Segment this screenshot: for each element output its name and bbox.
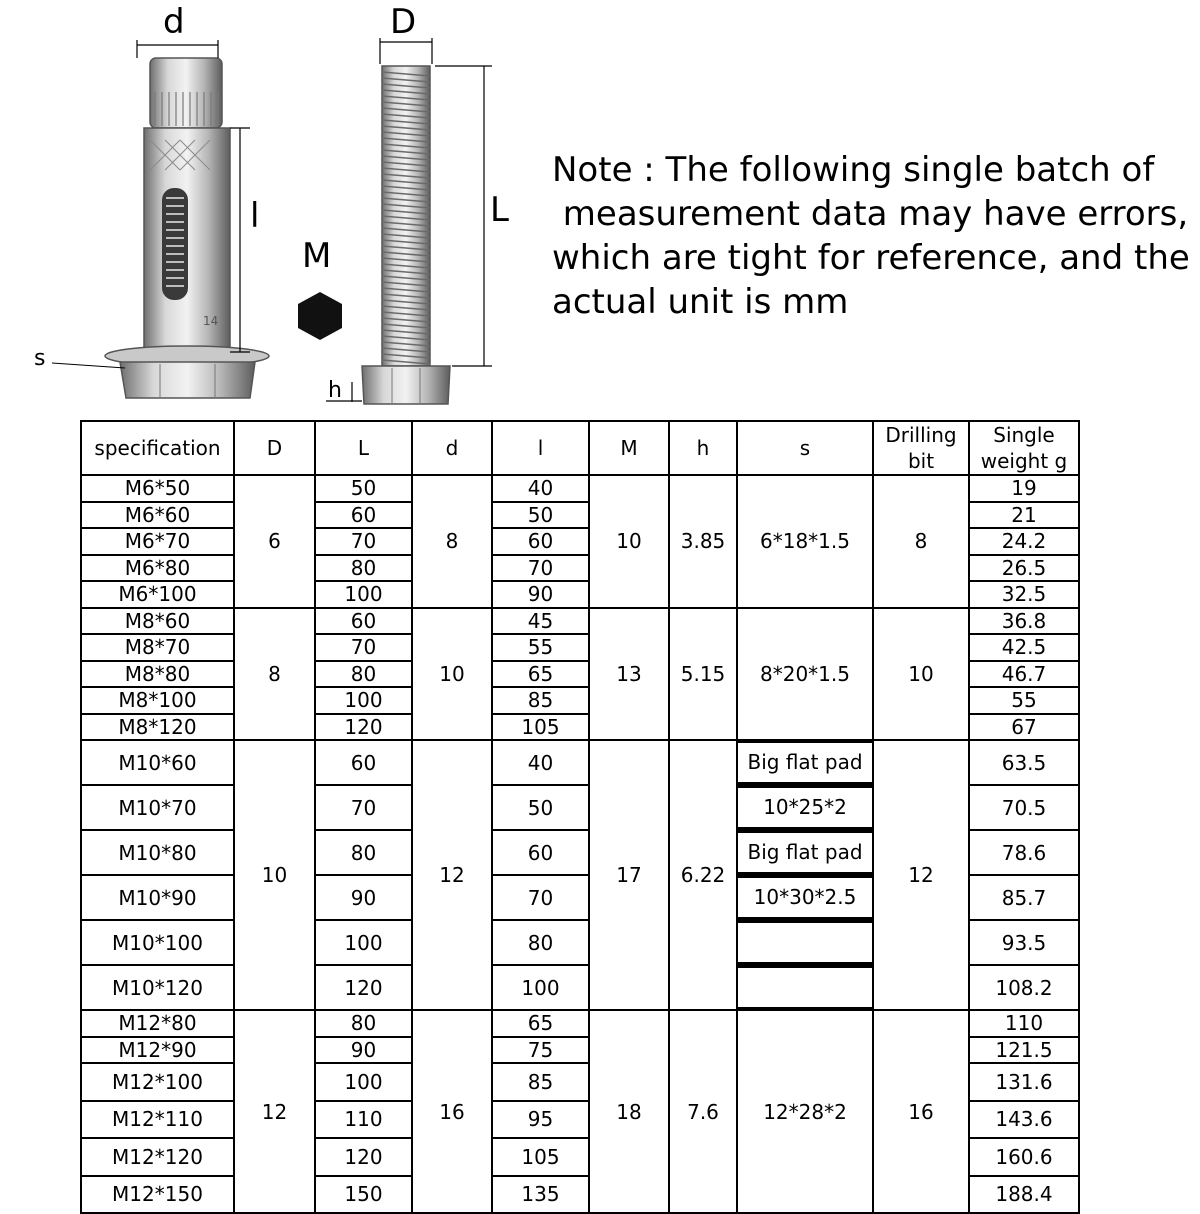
s-cell: 8*20*1.5 xyxy=(737,608,873,741)
sleeve-anchor xyxy=(105,58,269,398)
L-cell: 60 xyxy=(315,502,412,529)
header-row xyxy=(81,421,1079,475)
weight-cell: 21 xyxy=(969,502,1079,529)
s-value: 10*25*2 xyxy=(737,786,873,829)
s-value: 10*30*2.5 xyxy=(737,876,873,919)
spec-cell: M8*80 xyxy=(81,661,234,688)
M-cell: 18 xyxy=(589,1010,669,1213)
weight-cell: 160.6 xyxy=(969,1138,1079,1176)
l-label: l xyxy=(250,196,260,236)
h-cell: 5.15 xyxy=(669,608,737,741)
header-drilling-line2: bit xyxy=(907,449,935,473)
l-cell: 95 xyxy=(492,1101,589,1139)
header-L: L xyxy=(315,421,412,475)
weight-cell: 131.6 xyxy=(969,1063,1079,1101)
l-cell: 40 xyxy=(492,475,589,502)
D-cell: 8 xyxy=(234,608,315,741)
note-line: Note : The following single batch of xyxy=(552,150,1155,190)
note-line: measurement data may have errors, xyxy=(552,194,1189,234)
l-cell: 40 xyxy=(492,740,589,785)
h-cell: 7.6 xyxy=(669,1010,737,1213)
spec-cell: M6*50 xyxy=(81,475,234,502)
weight-cell: 78.6 xyxy=(969,830,1079,875)
d-cell: 8 xyxy=(412,475,492,608)
l-cell: 135 xyxy=(492,1176,589,1214)
M-cell: 10 xyxy=(589,475,669,608)
spec-cell: M10*70 xyxy=(81,785,234,830)
weight-cell: 26.5 xyxy=(969,555,1079,582)
spec-cell: M10*90 xyxy=(81,875,234,920)
D-label: D xyxy=(390,2,417,42)
l-cell: 65 xyxy=(492,1010,589,1037)
weight-cell: 63.5 xyxy=(969,740,1079,785)
l-cell: 50 xyxy=(492,785,589,830)
L-cell: 120 xyxy=(315,1138,412,1176)
spec-cell: M12*120 xyxy=(81,1138,234,1176)
h-cell: 6.22 xyxy=(669,740,737,1010)
D-cell: 6 xyxy=(234,475,315,608)
h-label: h xyxy=(328,378,342,403)
header-specification: specification xyxy=(81,421,234,475)
weight-cell: 55 xyxy=(969,687,1079,714)
spec-cell: M6*70 xyxy=(81,528,234,555)
s-cell xyxy=(737,965,873,1010)
l-cell: 105 xyxy=(492,714,589,741)
spec-cell: M12*80 xyxy=(81,1010,234,1037)
l-cell: 45 xyxy=(492,608,589,635)
s-cell: 12*28*2 xyxy=(737,1010,873,1213)
L-cell: 100 xyxy=(315,1063,412,1101)
l-cell: 65 xyxy=(492,661,589,688)
weight-cell: 32.5 xyxy=(969,581,1079,608)
l-cell: 85 xyxy=(492,1063,589,1101)
spec-cell: M6*100 xyxy=(81,581,234,608)
weight-cell: 85.7 xyxy=(969,875,1079,920)
L-cell: 80 xyxy=(315,1010,412,1037)
L-cell: 80 xyxy=(315,830,412,875)
weight-cell: 143.6 xyxy=(969,1101,1079,1139)
s-cell xyxy=(737,740,873,785)
spec-cell: M8*100 xyxy=(81,687,234,714)
table-body xyxy=(81,475,1079,1213)
L-cell: 70 xyxy=(315,785,412,830)
s-cell xyxy=(737,875,873,920)
drilling-bit-cell: 16 xyxy=(873,1010,969,1213)
L-cell: 90 xyxy=(315,1037,412,1064)
weight-cell: 24.2 xyxy=(969,528,1079,555)
header-l: l xyxy=(492,421,589,475)
l-cell: 50 xyxy=(492,502,589,529)
l-cell: 90 xyxy=(492,581,589,608)
L-cell: 100 xyxy=(315,920,412,965)
L-label: L xyxy=(490,190,509,230)
d-cell: 12 xyxy=(412,740,492,1010)
drilling-bit-cell: 12 xyxy=(873,740,969,1010)
L-cell: 100 xyxy=(315,687,412,714)
spec-cell: M10*100 xyxy=(81,920,234,965)
D-cell: 12 xyxy=(234,1010,315,1213)
d-cell: 10 xyxy=(412,608,492,741)
L-cell: 70 xyxy=(315,528,412,555)
L-dimension xyxy=(435,66,492,366)
s-cell: 6*18*1.5 xyxy=(737,475,873,608)
s-cell xyxy=(737,830,873,875)
header-weight-line2: weight g xyxy=(980,449,1068,473)
s-cell xyxy=(737,920,873,965)
M-label: M xyxy=(302,236,332,276)
spec-cell: M10*120 xyxy=(81,965,234,1010)
hex-head-icon xyxy=(298,292,342,340)
L-cell: 100 xyxy=(315,581,412,608)
weight-cell: 70.5 xyxy=(969,785,1079,830)
L-cell: 120 xyxy=(315,714,412,741)
L-cell: 60 xyxy=(315,740,412,785)
header-M: M xyxy=(589,421,669,475)
l-cell: 75 xyxy=(492,1037,589,1064)
hex-bolt xyxy=(362,66,450,404)
l-cell: 70 xyxy=(492,555,589,582)
s-leader xyxy=(52,363,125,368)
l-cell: 85 xyxy=(492,687,589,714)
weight-cell: 36.8 xyxy=(969,608,1079,635)
s-value xyxy=(737,921,873,964)
sleeve-stamp: 14 xyxy=(203,314,219,328)
spec-cell: M12*150 xyxy=(81,1176,234,1214)
d-label: d xyxy=(163,2,185,42)
table-row xyxy=(81,475,1079,502)
header-h: h xyxy=(669,421,737,475)
spec-cell: M6*80 xyxy=(81,555,234,582)
L-cell: 150 xyxy=(315,1176,412,1214)
s-cell xyxy=(737,785,873,830)
s-value: Big flat pad xyxy=(737,831,873,874)
l-cell: 70 xyxy=(492,875,589,920)
note-line: which are tight for reference, and the xyxy=(552,238,1190,278)
note-line: actual unit is mm xyxy=(552,282,849,322)
specification-table xyxy=(80,420,1080,1214)
weight-cell: 93.5 xyxy=(969,920,1079,965)
weight-cell: 46.7 xyxy=(969,661,1079,688)
spec-cell: M6*60 xyxy=(81,502,234,529)
L-cell: 80 xyxy=(315,555,412,582)
header-d: d xyxy=(412,421,492,475)
l-cell: 105 xyxy=(492,1138,589,1176)
s-value: Big flat pad xyxy=(737,741,873,784)
spec-cell: M12*100 xyxy=(81,1063,234,1101)
drilling-bit-cell: 8 xyxy=(873,475,969,608)
d-cell: 16 xyxy=(412,1010,492,1213)
weight-cell: 67 xyxy=(969,714,1079,741)
L-cell: 60 xyxy=(315,608,412,635)
weight-cell: 188.4 xyxy=(969,1176,1079,1214)
L-cell: 50 xyxy=(315,475,412,502)
s-value xyxy=(737,966,873,1009)
L-cell: 120 xyxy=(315,965,412,1010)
l-cell: 60 xyxy=(492,830,589,875)
drilling-bit-cell: 10 xyxy=(873,608,969,741)
header-weight-line1: Single xyxy=(993,423,1055,447)
M-cell: 13 xyxy=(589,608,669,741)
header-D: D xyxy=(234,421,315,475)
table-row xyxy=(81,608,1079,635)
table-row xyxy=(81,740,1079,785)
product-diagram xyxy=(0,0,1200,420)
L-cell: 90 xyxy=(315,875,412,920)
spec-cell: M12*110 xyxy=(81,1101,234,1139)
L-cell: 70 xyxy=(315,634,412,661)
spec-cell: M8*120 xyxy=(81,714,234,741)
measurement-note xyxy=(552,148,1192,324)
header-drilling-line1: Drilling xyxy=(885,423,957,447)
header-drilling-bit xyxy=(873,421,969,475)
weight-cell: 121.5 xyxy=(969,1037,1079,1064)
table-row xyxy=(81,1010,1079,1037)
spec-cell: M10*60 xyxy=(81,740,234,785)
weight-cell: 19 xyxy=(969,475,1079,502)
l-cell: 100 xyxy=(492,965,589,1010)
header-s: s xyxy=(737,421,873,475)
l-dimension xyxy=(230,128,250,352)
l-cell: 55 xyxy=(492,634,589,661)
weight-cell: 42.5 xyxy=(969,634,1079,661)
L-cell: 80 xyxy=(315,661,412,688)
h-cell: 3.85 xyxy=(669,475,737,608)
spec-cell: M8*70 xyxy=(81,634,234,661)
s-label: s xyxy=(34,346,46,371)
spec-cell: M10*80 xyxy=(81,830,234,875)
weight-cell: 110 xyxy=(969,1010,1079,1037)
M-cell: 17 xyxy=(589,740,669,1010)
weight-cell: 108.2 xyxy=(969,965,1079,1010)
d-dimension xyxy=(137,40,218,58)
l-cell: 60 xyxy=(492,528,589,555)
L-cell: 110 xyxy=(315,1101,412,1139)
l-cell: 80 xyxy=(492,920,589,965)
spec-cell: M8*60 xyxy=(81,608,234,635)
D-cell: 10 xyxy=(234,740,315,1010)
spec-cell: M12*90 xyxy=(81,1037,234,1064)
header-single-weight xyxy=(969,421,1079,475)
